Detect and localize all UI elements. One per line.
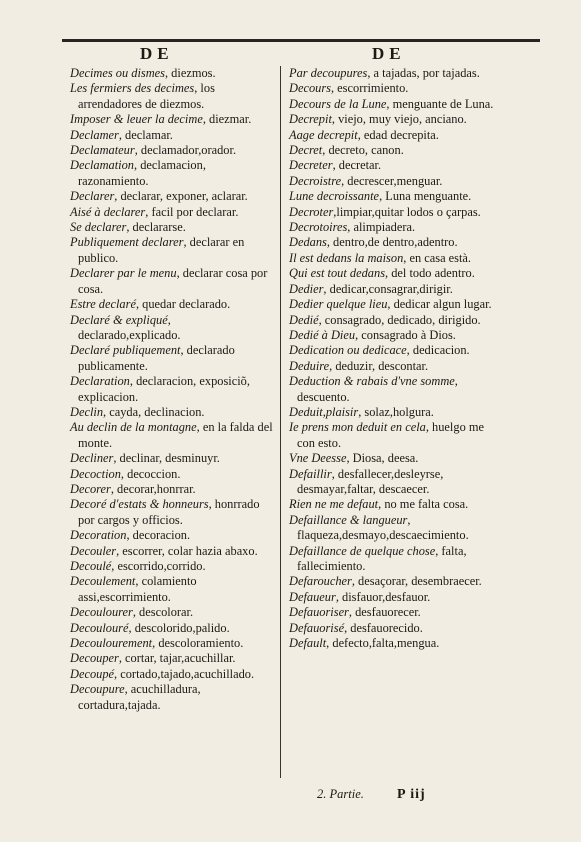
entry-headword: Publiquement declarer bbox=[70, 235, 184, 250]
entry-translation: , del todo adentro. bbox=[385, 266, 475, 281]
entry-headword: Decoction bbox=[70, 466, 121, 481]
entry-headword: Les fermiers des decimes bbox=[70, 81, 195, 96]
entry-headword: Defaueur bbox=[289, 589, 336, 604]
entry-headword: Par decoupures bbox=[289, 66, 368, 80]
dictionary-entry bbox=[70, 81, 274, 112]
dictionary-entry bbox=[289, 158, 495, 173]
entry-headword: Vne Deesse bbox=[289, 451, 347, 466]
dictionary-entry bbox=[289, 636, 495, 651]
entry-translation: , huelgo me con esto. bbox=[297, 420, 484, 450]
entry-translation: , cortar, tajar,acuchillar. bbox=[118, 651, 236, 666]
dictionary-entry bbox=[70, 528, 274, 543]
dictionary-entry bbox=[289, 174, 495, 189]
entry-translation: , declarar, exponer, aclarar. bbox=[114, 189, 248, 204]
entry-headword: Declin bbox=[70, 404, 104, 419]
entry-headword: Decrotoires bbox=[289, 220, 348, 235]
dictionary-entry bbox=[289, 81, 495, 96]
entry-translation: , diezmar. bbox=[202, 112, 252, 127]
dictionary-entry bbox=[70, 682, 274, 713]
entry-headword: Rien ne me defaut bbox=[289, 497, 379, 512]
entry-headword: Qui est tout dedans bbox=[289, 266, 386, 281]
entry-translation: , declarar cosa por cosa. bbox=[78, 266, 268, 296]
dictionary-entry bbox=[289, 513, 495, 544]
entry-translation: , declamador,orador. bbox=[134, 143, 237, 158]
entry-headword: Decoration bbox=[70, 528, 127, 543]
page-number: P iij bbox=[397, 787, 426, 802]
dictionary-entry bbox=[289, 590, 495, 605]
entry-headword: Au declin de la montagne bbox=[70, 420, 197, 435]
entry-translation: , Diosa, deesa. bbox=[346, 451, 419, 466]
dictionary-entry bbox=[70, 667, 274, 682]
entry-headword: Decoulement bbox=[70, 574, 136, 589]
entry-translation: , facil por declarar. bbox=[145, 204, 239, 219]
entry-translation: , declararse. bbox=[126, 220, 186, 235]
dictionary-entry bbox=[289, 297, 495, 312]
entry-headword: Decoupé bbox=[70, 666, 115, 681]
entry-translation: , descolorido,palido. bbox=[128, 620, 230, 635]
dictionary-entry bbox=[70, 497, 274, 528]
entry-headword: Decorer bbox=[70, 481, 111, 496]
dictionary-entry bbox=[70, 621, 274, 636]
entry-headword: Decoulouré bbox=[70, 620, 129, 635]
entry-headword: Decouler bbox=[70, 543, 117, 558]
entry-headword: Decreter bbox=[289, 158, 333, 173]
entry-translation: , dedicacion. bbox=[406, 343, 470, 358]
entry-translation: , desfauorecer. bbox=[348, 605, 421, 620]
right-column bbox=[289, 66, 495, 651]
dictionary-entry bbox=[289, 467, 495, 498]
entry-translation: , edad decrepita. bbox=[357, 127, 439, 142]
entry-headword: Lune decroissante bbox=[289, 189, 380, 204]
entry-headword: Defauorisé bbox=[289, 620, 345, 635]
dictionary-entry bbox=[70, 220, 274, 235]
entry-translation: , dedicar,consagrar,dirigir. bbox=[323, 281, 453, 296]
entry-headword: Dedier quelque lieu bbox=[289, 297, 388, 312]
entry-translation: , los arrendadores de diezmos. bbox=[78, 81, 215, 111]
entry-translation: , quedar declarado. bbox=[135, 297, 231, 312]
entry-translation: , declarar en publico. bbox=[78, 235, 245, 265]
dictionary-entry bbox=[289, 343, 495, 358]
entry-headword: Dedier bbox=[289, 281, 324, 296]
entry-headword: Declarer par le menu bbox=[70, 266, 177, 281]
entry-headword: Decours de la Lune bbox=[289, 96, 387, 111]
entry-translation: , escorrimiento. bbox=[330, 81, 409, 96]
dictionary-entry bbox=[70, 405, 274, 420]
dictionary-entry bbox=[70, 313, 274, 344]
dictionary-entry bbox=[289, 66, 495, 81]
entry-headword: Declaré publiquement bbox=[70, 343, 181, 358]
dictionary-entry bbox=[289, 605, 495, 620]
entry-headword: Dedié bbox=[289, 312, 319, 327]
dictionary-entry bbox=[289, 251, 495, 266]
entry-translation: , alimpiadera. bbox=[347, 220, 416, 235]
dictionary-entry bbox=[289, 266, 495, 281]
entry-headword: Deduire bbox=[289, 358, 330, 373]
entry-translation: , solaz,holgura. bbox=[358, 404, 434, 419]
dictionary-entry bbox=[289, 544, 495, 575]
entry-headword: Dedication ou dedicace bbox=[289, 343, 407, 358]
entry-headword: Ie prens mon deduit en cela bbox=[289, 420, 426, 435]
entry-translation: , honrrado por cargos y officios. bbox=[78, 497, 260, 527]
entry-translation: , desfallecer,desleyrse, desmayar,faltar, descaecer. bbox=[297, 466, 444, 496]
dictionary-entry bbox=[289, 621, 495, 636]
dictionary-entry bbox=[70, 143, 274, 158]
entry-translation: , declamacion, razonamiento. bbox=[78, 158, 206, 188]
dictionary-entry bbox=[70, 266, 274, 297]
entry-translation: , desaçorar, desembraеcer. bbox=[351, 574, 482, 589]
dictionary-entry bbox=[70, 343, 274, 374]
entry-translation: , en casa està. bbox=[403, 250, 472, 265]
entry-headword: Decret bbox=[289, 143, 323, 158]
entry-headword: Il est dedans la maison bbox=[289, 250, 404, 265]
entry-translation: , declarado,explicado. bbox=[78, 312, 181, 342]
entry-headword: Decrepit bbox=[289, 112, 332, 127]
entry-headword: Decliner bbox=[70, 451, 114, 466]
entry-translation: , declamar. bbox=[118, 127, 173, 142]
dictionary-entry bbox=[70, 467, 274, 482]
entry-translation: , descuento. bbox=[297, 374, 458, 404]
entry-headword: Declamer bbox=[70, 127, 119, 142]
entry-translation: , cortado,tajado,acuchillado. bbox=[114, 666, 255, 681]
entry-translation: , escorrer, colar hazia abaxo. bbox=[116, 543, 258, 558]
entry-headword: Aisé à declarer bbox=[70, 204, 146, 219]
header-rule bbox=[62, 39, 540, 42]
dictionary-entry bbox=[289, 420, 495, 451]
entry-translation: , disfauor,desfauor. bbox=[335, 589, 431, 604]
entry-translation: , escorrido,corrido. bbox=[111, 559, 206, 573]
entry-translation: , decreto, canon. bbox=[322, 143, 404, 158]
left-column bbox=[70, 66, 274, 713]
entry-translation: , viejo, muy viejo, anciano. bbox=[331, 112, 467, 127]
running-head-left: DE bbox=[140, 44, 174, 63]
dictionary-entry bbox=[70, 112, 274, 127]
dictionary-entry bbox=[289, 235, 495, 250]
dictionary-entry bbox=[70, 128, 274, 143]
entry-translation: , acuchilladura, cortadura,tajada. bbox=[78, 682, 201, 712]
entry-translation: , no me falta cosa. bbox=[378, 497, 469, 512]
entry-translation: , Luna menguante. bbox=[379, 189, 472, 204]
dictionary-entry bbox=[289, 405, 495, 420]
dictionary-entry bbox=[289, 328, 495, 343]
dictionary-entry bbox=[70, 651, 274, 666]
entry-translation: , decoccion. bbox=[120, 466, 181, 481]
entry-headword: Declaration bbox=[70, 374, 130, 389]
entry-translation: , declinar, desminuyr. bbox=[113, 451, 220, 466]
dictionary-entry bbox=[70, 482, 274, 497]
entry-translation: , declarado publicamente. bbox=[78, 343, 235, 373]
dictionary-entry bbox=[289, 205, 495, 220]
entry-translation: , decoracion. bbox=[126, 528, 191, 543]
entry-headword: Defauoriser bbox=[289, 605, 349, 620]
entry-translation: ,limpiar,quitar lodos o çarpas. bbox=[333, 204, 481, 219]
entry-headword: Decoré d'estats & honneurs bbox=[70, 497, 209, 512]
entry-headword: Decoupure bbox=[70, 682, 125, 697]
dictionary-entry bbox=[289, 374, 495, 405]
entry-headword: Default bbox=[289, 636, 327, 651]
dictionary-entry bbox=[70, 420, 274, 451]
entry-translation: , dedicar algun lugar. bbox=[387, 297, 492, 312]
entry-translation: , defecto,falta,mengua. bbox=[326, 636, 440, 651]
dictionary-entry bbox=[70, 205, 274, 220]
entry-headword: Defaillir bbox=[289, 466, 332, 481]
entry-translation: , cayda, declinacion. bbox=[103, 404, 205, 419]
entry-translation: , menguante de Luna. bbox=[386, 96, 494, 111]
entry-headword: Se declarer bbox=[70, 220, 127, 235]
entry-headword: Dedans bbox=[289, 235, 327, 250]
entry-headword: Imposer & leuer la decime bbox=[70, 112, 203, 127]
entry-headword: Dedié à Dieu bbox=[289, 327, 356, 342]
signature-mark: 2. Partie. bbox=[317, 787, 364, 801]
entry-translation: , deduzir, descontar. bbox=[329, 358, 429, 373]
entry-headword: Defaroucher bbox=[289, 574, 352, 589]
dictionary-entry bbox=[289, 97, 495, 112]
entry-headword: Deduit,plaisir bbox=[289, 404, 359, 419]
dictionary-entry bbox=[70, 559, 274, 574]
entry-translation: , diezmos. bbox=[164, 66, 216, 80]
entry-headword: Decoulourer bbox=[70, 605, 133, 620]
entry-headword: Decroistre bbox=[289, 173, 342, 188]
dictionary-entry bbox=[70, 605, 274, 620]
entry-headword: Estre declaré bbox=[70, 297, 136, 312]
entry-headword: Decimes ou dismes bbox=[70, 66, 165, 80]
entry-translation: , a tajadas, por tajadas. bbox=[367, 66, 480, 80]
entry-headword: Declarer bbox=[70, 189, 115, 204]
entry-headword: Decoulé bbox=[70, 559, 112, 573]
dictionary-entry bbox=[70, 544, 274, 559]
entry-headword: Decours bbox=[289, 81, 331, 96]
entry-translation: , desfauorecido. bbox=[344, 620, 423, 635]
entry-headword: Declaré & expliqué bbox=[70, 312, 168, 327]
page-footer bbox=[317, 787, 426, 803]
dictionary-entry bbox=[289, 189, 495, 204]
running-head-right: DE bbox=[372, 44, 406, 63]
column-divider bbox=[280, 66, 281, 778]
dictionary-entry bbox=[289, 359, 495, 374]
entry-translation: , consagrado à Dios. bbox=[355, 327, 456, 342]
entry-headword: Deduction & rabais d'vne somme bbox=[289, 374, 455, 389]
dictionary-entry bbox=[289, 143, 495, 158]
entry-headword: Decouper bbox=[70, 651, 119, 666]
dictionary-entry bbox=[289, 497, 495, 512]
dictionary-entry bbox=[289, 220, 495, 235]
dictionary-entry bbox=[289, 112, 495, 127]
entry-headword: Declamateur bbox=[70, 143, 135, 158]
entry-headword: Aage decrepit bbox=[289, 127, 358, 142]
entry-translation: , declaracion, exposiciõ, explicacion. bbox=[78, 374, 250, 404]
dictionary-entry bbox=[289, 128, 495, 143]
entry-headword: Decroter bbox=[289, 204, 334, 219]
dictionary-entry bbox=[70, 189, 274, 204]
entry-translation: , decrescer,menguar. bbox=[341, 173, 443, 188]
entry-translation: , decretar. bbox=[332, 158, 382, 173]
dictionary-entry bbox=[289, 313, 495, 328]
dictionary-entry bbox=[70, 574, 274, 605]
entry-translation: , colamiento assi,escorrimiento. bbox=[78, 574, 197, 604]
dictionary-entry bbox=[289, 451, 495, 466]
dictionary-entry bbox=[70, 297, 274, 312]
entry-translation: , en la falda del monte. bbox=[78, 420, 273, 450]
entry-translation: , falta, fallecimiento. bbox=[297, 543, 467, 573]
dictionary-entry bbox=[70, 235, 274, 266]
dictionary-entry bbox=[70, 451, 274, 466]
entry-headword: Defaillance & langueur bbox=[289, 512, 408, 527]
entry-translation: , decorar,honrrar. bbox=[110, 481, 196, 496]
entry-headword: Decoulourement bbox=[70, 636, 153, 651]
dictionary-entry bbox=[289, 282, 495, 297]
dictionary-entry bbox=[70, 158, 274, 189]
dictionary-entry bbox=[289, 574, 495, 589]
dictionary-entry bbox=[70, 66, 274, 81]
entry-translation: , consagrado, dedicado, dirigido. bbox=[318, 312, 481, 327]
entry-translation: , descolorar. bbox=[132, 605, 194, 620]
entry-headword: Defaillance de quelque chose bbox=[289, 543, 436, 558]
entry-translation: , descoloramiento. bbox=[152, 636, 244, 651]
entry-translation: , flaqueza,desmayo,descaecimiento. bbox=[297, 512, 469, 543]
dictionary-entry bbox=[70, 374, 274, 405]
dictionary-entry bbox=[70, 636, 274, 651]
entry-headword: Declamation bbox=[70, 158, 135, 173]
entry-translation: , dentro,de dentro,adentro. bbox=[326, 235, 458, 250]
